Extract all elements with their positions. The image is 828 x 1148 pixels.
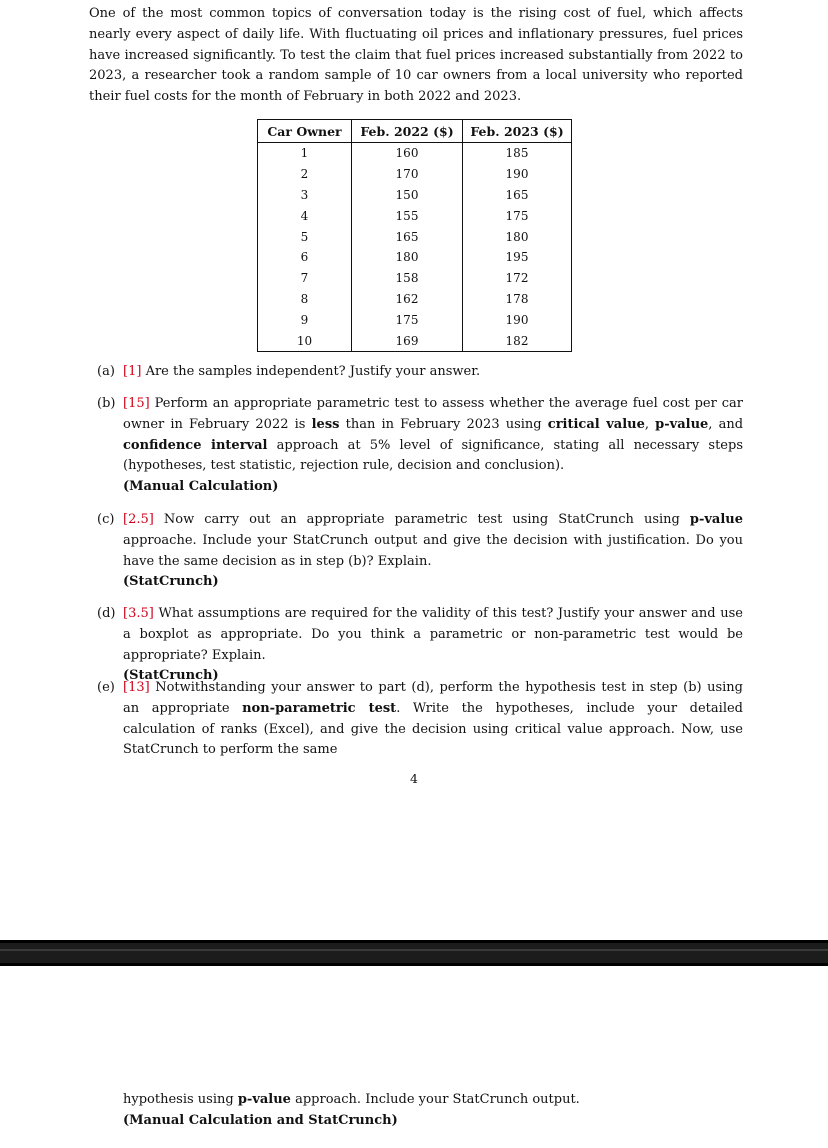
points-badge: [15] bbox=[123, 396, 150, 411]
question-text: than in February 2023 using bbox=[339, 416, 548, 432]
cell-car-owner: 3 bbox=[300, 187, 309, 202]
cell-feb-2023: 185 bbox=[463, 143, 572, 164]
question-text: Now carry out an appropriate parametric test using StatCrunch using bbox=[163, 512, 690, 527]
header-car-owner: Car Owner bbox=[258, 120, 352, 143]
page-separator bbox=[0, 940, 828, 966]
cell-feb-2023: 172 bbox=[463, 268, 572, 289]
cell-feb-2023: 182 bbox=[463, 330, 572, 351]
points-badge: [1] bbox=[123, 364, 142, 379]
method-note: (StatCrunch) bbox=[123, 668, 219, 684]
question-text: approache. Include your StatCrunch output and give the decision with justification. Do you have the same decision as in step (b)? Explain. bbox=[123, 532, 743, 569]
question-text: What assumptions are required for the validity of this test? Justify your answer and use a boxplot as appropriate. Do you think a parametric or non-parametric test would be appropriate? Explain. bbox=[123, 606, 743, 663]
table-row bbox=[258, 268, 572, 289]
question-d bbox=[97, 604, 743, 687]
emphasis: p-value bbox=[689, 512, 743, 527]
cell-feb-2023: 190 bbox=[463, 309, 572, 330]
cell-car-owner: 4 bbox=[300, 208, 309, 223]
question-e bbox=[97, 678, 743, 761]
question-text: hypothesis using bbox=[123, 1092, 238, 1107]
cell-feb-2022: 155 bbox=[352, 205, 463, 226]
emphasis: confidence interval bbox=[123, 437, 268, 453]
emphasis: critical value bbox=[547, 416, 645, 432]
continuation-text bbox=[123, 1090, 743, 1132]
table-row bbox=[258, 309, 572, 330]
question-text: , bbox=[644, 416, 656, 432]
question-text: , and bbox=[708, 416, 744, 432]
table-row bbox=[258, 289, 572, 310]
cell-feb-2023: 180 bbox=[463, 226, 572, 247]
points-badge: [3.5] bbox=[123, 606, 154, 621]
cell-feb-2022: 180 bbox=[352, 247, 463, 268]
cell-car-owner: 7 bbox=[300, 271, 309, 286]
method-note: (Manual Calculation) bbox=[123, 479, 279, 495]
question-b bbox=[97, 394, 743, 498]
cell-car-owner: 5 bbox=[300, 229, 309, 244]
cell-feb-2022: 162 bbox=[352, 289, 463, 310]
table-header-row bbox=[258, 120, 572, 143]
cell-feb-2023: 178 bbox=[463, 289, 572, 310]
cell-feb-2022: 170 bbox=[352, 164, 463, 185]
page-number: 4 bbox=[410, 771, 418, 786]
question-text: Are the samples independent? Justify your answer. bbox=[145, 364, 481, 379]
question-text: approach at 5% level of significance, stating all necessary steps (hypotheses, test statistic, rejection rule, decision and conclusion). bbox=[123, 437, 743, 474]
intro-paragraph: One of the most common topics of conversation today is the rising cost of fuel, which affects nearly every aspect of daily life. With fluctuating oil prices and inflationary pressures, fuel prices have increased significantly. To test the claim that fuel prices increased substantially from 2022 to 2023, a researcher took a random sample of 10 car owners from a local university who reported their fuel costs for the month of February in both 2022 and 2023. bbox=[89, 6, 743, 105]
cell-car-owner: 2 bbox=[300, 167, 309, 182]
cell-feb-2022: 175 bbox=[352, 309, 463, 330]
question-c bbox=[97, 510, 743, 593]
question-label: (e) bbox=[97, 680, 115, 695]
cell-feb-2022: 158 bbox=[352, 268, 463, 289]
method-note: (StatCrunch) bbox=[123, 574, 219, 590]
question-label: (a) bbox=[97, 364, 115, 379]
cell-car-owner: 1 bbox=[300, 146, 309, 161]
table-row bbox=[258, 247, 572, 268]
question-text: approach. Include your StatCrunch output. bbox=[290, 1092, 580, 1107]
cell-car-owner: 10 bbox=[296, 333, 313, 348]
cell-feb-2023: 165 bbox=[463, 185, 572, 206]
table-row bbox=[258, 164, 572, 185]
question-a bbox=[97, 362, 743, 383]
emphasis: p-value bbox=[237, 1092, 291, 1107]
question-text: Perform an appropriate parametric test to assess whether the average fuel cost per car owner in February 2022 is bbox=[123, 396, 743, 432]
table-row bbox=[258, 330, 572, 351]
header-feb-2022: Feb. 2022 ($) bbox=[352, 120, 463, 143]
cell-feb-2023: 195 bbox=[463, 247, 572, 268]
cell-car-owner: 8 bbox=[300, 291, 309, 306]
cell-feb-2022: 169 bbox=[352, 330, 463, 351]
table-row bbox=[258, 143, 572, 164]
question-label: (d) bbox=[97, 606, 116, 621]
question-label: (b) bbox=[97, 396, 116, 411]
cell-feb-2022: 165 bbox=[352, 226, 463, 247]
table-row bbox=[258, 226, 572, 247]
cell-feb-2022: 150 bbox=[352, 185, 463, 206]
method-note: (Manual Calculation and StatCrunch) bbox=[123, 1112, 398, 1128]
header-feb-2023: Feb. 2023 ($) bbox=[463, 120, 572, 143]
fuel-cost-table bbox=[257, 119, 572, 352]
question-label: (c) bbox=[97, 512, 115, 527]
table-row bbox=[258, 205, 572, 226]
question-text: . Write the hypotheses, include your detailed calculation of ranks (Excel), and give the decision using critical value approach. Now, use StatCrunch to perform the same bbox=[123, 700, 743, 758]
cell-car-owner: 9 bbox=[300, 312, 309, 327]
question-text: Notwithstanding your answer to part (d), perform the hypothesis test in step (b) using an appropriate bbox=[123, 680, 744, 716]
cell-feb-2022: 160 bbox=[352, 143, 463, 164]
emphasis: non-parametric test bbox=[242, 700, 397, 716]
emphasis: less bbox=[311, 416, 340, 432]
points-badge: [13] bbox=[123, 680, 150, 695]
emphasis: p-value bbox=[655, 416, 709, 432]
points-badge: [2.5] bbox=[123, 512, 154, 527]
cell-feb-2023: 175 bbox=[463, 205, 572, 226]
table-row bbox=[258, 185, 572, 206]
cell-car-owner: 6 bbox=[300, 250, 309, 265]
cell-feb-2023: 190 bbox=[463, 164, 572, 185]
